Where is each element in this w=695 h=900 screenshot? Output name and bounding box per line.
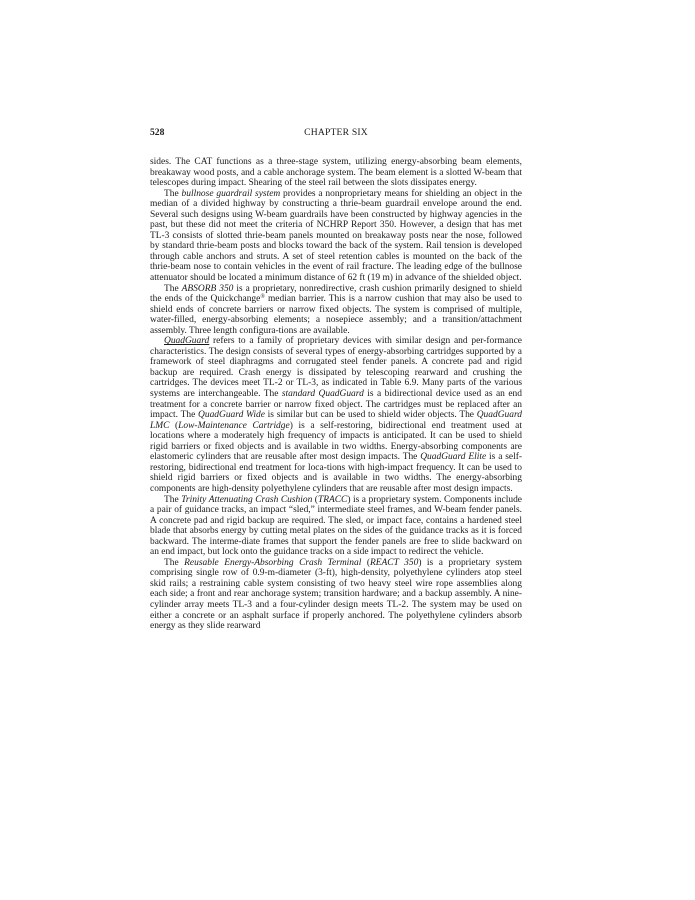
paragraph-tracc: The Trinity Attenuating Crash Cushion (TRACC) is a proprietary system. Components include a pair of guidance tracks, an impact “sled,” intermediate steel frames, and W-beam fender panels. A concrete pad and rigid backup are required. The sled, or impact face, contains a hardened steel blade that absorbs energy by cutting metal plates on the sides of the guidance tracks as it is forced backward. The interme-diate frames that support the fender panels are free to slide backward on an end impact, but lock onto the guidance tracks on a side impact to redirect the vehicle. [150,494,522,558]
paragraph-absorb-350: The ABSORB 350 is a proprietary, nonredirective, crash cushion primarily designed to shield the ends of the Quickchange® median barrier. This is a narrow cushion that may also be used to shield ends of concrete barriers or narrow fixed objects. The system is comprised of multiple, water-filled, energy-absorbing elements; a nosepiece assembly; and a transition/attachment assembly. Three length configura-tions are available. [150,283,522,336]
page-number: 528 [150,127,165,138]
running-header [150,127,522,141]
term-bullnose-guardrail-system: bullnose guardrail system [181,188,281,199]
term-quadguard: QuadGuard [164,336,210,347]
chapter-title: CHAPTER SIX [304,127,368,138]
term-react-350: REACT 350 [370,557,419,568]
book-page [150,127,522,632]
term-trinity-attenuating-crash-cushion: Trinity Attenuating Crash Cushion [181,494,313,505]
term-reusable-energy-absorbing-crash-terminal: Reusable Energy-Absorbing Crash Terminal [184,557,362,568]
paragraph-bullnose: The bullnose guardrail system provides a nonproprietary means for shielding an object in the median of a divided highway by constructing a thrie-beam guardrail envelope around the end. Several such designs using W-beam guardrails have been constructed by highway agencies in the past, but these did not meet the criteria of NCHRP Report 350. However, a design that has met TL-3 consists of slotted thrie-beam panels mounted on breakaway posts near the nose, followed by standard thrie-beam posts and blocks toward the back of the system. Rail tension is developed through cable anchors and struts. A set of steel retention cables is mounted on the back of the thrie-beam nose to contain vehicles in the event of rail fracture. The leading edge of the bullnose attenuator should be located a minimum distance of 62 ft (19 m) in advance of the shielded object. [150,188,522,284]
term-standard-quadguard: standard QuadGuard [281,389,364,400]
term-quadguard-lmc: QuadGuard LMC [150,410,522,431]
term-quadguard-wide: QuadGuard Wide [198,410,265,421]
term-quadguard-elite: QuadGuard Elite [420,452,487,463]
term-absorb-350: ABSORB 350 [181,283,234,294]
registered-mark: ® [260,294,265,301]
body-text [150,157,522,632]
term-low-maintenance-cartridge: Low-Maintenance Cartridge [178,420,290,431]
term-tracc: TRACC [317,494,348,505]
paragraph-quadguard: QuadGuard refers to a family of proprietary devices with similar design and per-formance characteristics. The design consists of several types of energy-absorbing cartridges supported by a framework of steel diaphragms and corrugated steel fender panels. A concrete pad and rigid backup are required. Crash energy is dissipated by telescoping rearward and crushing the cartridges. The devices meet TL-2 or TL-3, as indicated in Table 6.9. Many parts of the various systems are interchangeable. The standard QuadGuard is a bidirectional device used as an end treatment for a concrete barrier or narrow fixed object. The cartridges must be replaced after an impact. The QuadGuard Wide is similar but can be used to shield wider objects. The QuadGuard LMC (Low-Maintenance Cartridge) is a self-restoring, bidirectional end treatment used at locations where a moderately high frequency of impacts is anticipated. It can be used to shield rigid barriers or fixed objects and is available in two widths. Energy-absorbing components are elastomeric cylinders that are reusable after most design impacts. The QuadGuard Elite is a self-restoring, bidirectional end treatment for loca-tions with high-impact frequency. It can be used to shield rigid barriers or fixed objects and is available in two widths. The energy-absorbing components are high-density polyethylene cylinders that are reusable after most design impacts. [150,336,522,494]
paragraph-cat-continued: sides. The CAT functions as a three-stage system, utilizing energy-absorbing beam elements, breakaway wood posts, and a cable anchorage system. The beam element is a slotted W-beam that telescopes during impact. Shearing of the steel rail between the slots dissipates energy. [150,157,522,189]
paragraph-react-350: The Reusable Energy-Absorbing Crash Terminal (REACT 350) is a proprietary system comprising single row of 0.9-m-diameter (3-ft), high-density, polyethylene cylinders atop steel skid rails; a restraining cable system consisting of two heavy steel wire rope assemblies along each side; a front and rear anchorage system; transition hardware; and a backup assembly. A nine-cylinder array meets TL-3 and a four-cylinder design meets TL-2. The system may be used on either a concrete or an asphalt surface if properly anchored. The polyethylene cylinders absorb energy as they slide rearward [150,557,522,632]
